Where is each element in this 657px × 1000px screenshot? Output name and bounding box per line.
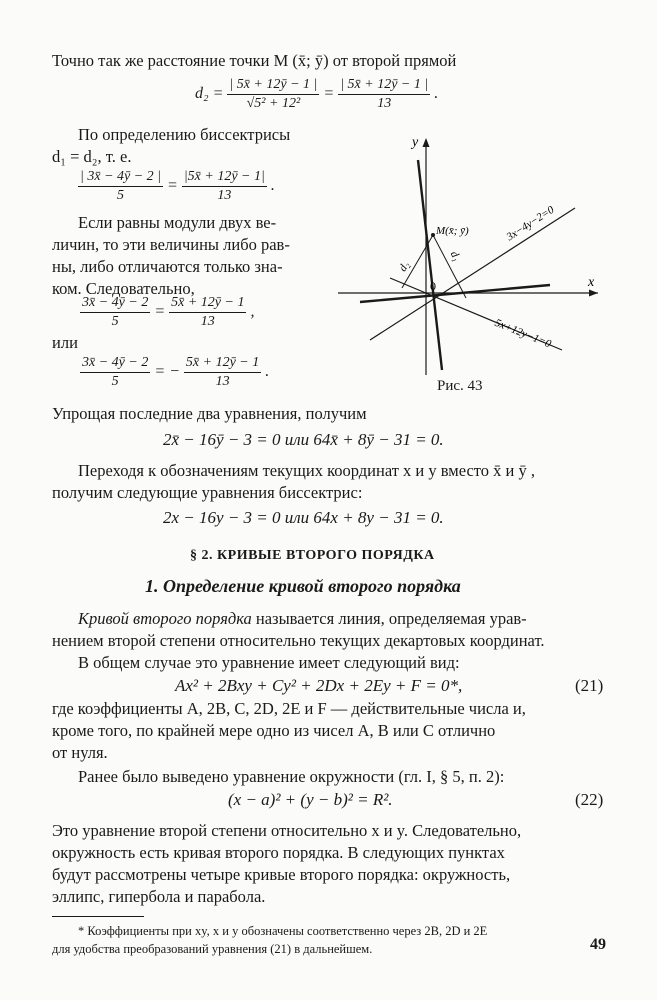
fraction [227, 76, 319, 113]
transition-line2: получим следующие уравнения биссектрис: [52, 483, 363, 502]
fraction [80, 294, 150, 331]
x-axis-arrow [589, 290, 598, 297]
punctuation: . [434, 85, 439, 103]
conclusion-line3: будут рассмотрены четыре кривые второго порядка: окружность, [52, 865, 511, 884]
definition-line2: нением второй степени относительно текущих декартовых координат. [52, 631, 545, 650]
equation-positive [80, 294, 254, 331]
fraction [78, 168, 163, 205]
or-word: или [52, 333, 78, 352]
fraction [169, 294, 246, 331]
equation-21-number: (21) [575, 676, 604, 695]
y-axis-label: y [412, 135, 419, 150]
footnote-line1: * Коэффициенты при xy, x и y обозначены соответственно через 2B, 2D и 2E [78, 924, 488, 938]
definition-rest: называется линия, определяемая урав- [251, 609, 527, 628]
moduli-line3: ны, либо отличаются только зна- [52, 257, 283, 276]
numerator: 3x̄ − 4ȳ − 2 [80, 294, 150, 313]
denominator: 5 [111, 374, 119, 389]
y-axis-arrow [423, 138, 430, 147]
numerator: 5x̄ + 12ȳ − 1 [169, 294, 246, 313]
conclusion-line1: Это уравнение второй степени относительно x и y. Следовательно, [52, 821, 522, 840]
numerator: |5x̄ + 12ȳ − 1| [182, 168, 267, 187]
conclusion-line2: окружность есть кривая второго порядка. В следующих пунктах [52, 843, 505, 862]
denominator: 5 [111, 314, 119, 329]
figure-caption: Рис. 43 [437, 378, 483, 394]
equation-abs [78, 168, 275, 205]
line2-label: 5x+12y−1=0 [493, 316, 553, 351]
simplify-equation: 2x̄ − 16ȳ − 3 = 0 или 64x̄ + 8ȳ − 31 = 0. [163, 430, 444, 449]
numerator: | 3x̄ − 4ȳ − 2 | [78, 168, 163, 187]
equation-negative [80, 354, 269, 391]
moduli-line2: личин, то эти величины либо рав- [52, 235, 290, 254]
subsection-title: 1. Определение кривой второго порядка [145, 576, 461, 596]
bisector-equations: 2x − 16y − 3 = 0 или 64x + 8y − 31 = 0. [163, 508, 444, 527]
equals-sign: = [154, 303, 166, 321]
fraction [184, 354, 261, 391]
equals-sign: = [323, 85, 335, 103]
numerator: 3x̄ − 4ȳ − 2 [80, 354, 150, 373]
footnote-rule [52, 916, 144, 917]
coeffs-line3: от нуля. [52, 743, 108, 762]
definition-line1 [78, 608, 527, 630]
definition-term: Кривой второго порядка [78, 609, 252, 628]
simplify-text: Упрощая последние два уравнения, получим [52, 404, 367, 423]
definition-line3: В общем случае это уравнение имеет следующий вид: [78, 653, 460, 672]
footnote-line2: для удобства преобразований уравнения (21) в дальнейшем. [52, 942, 373, 956]
moduli-line4: ком. Следовательно, [52, 279, 195, 298]
denominator: 13 [217, 188, 232, 203]
fraction [182, 168, 267, 205]
numerator: | 5x̄ + 12ȳ − 1 | [227, 76, 319, 95]
denominator: 13 [215, 374, 230, 389]
denominator: 13 [200, 314, 215, 329]
punctuation: . [270, 177, 275, 195]
equation-22: (x − a)² + (y − b)² = R². [228, 790, 393, 809]
distance-d2-segment [402, 235, 433, 288]
punctuation: , [250, 303, 255, 321]
section-title: § 2. КРИВЫЕ ВТОРОГО ПОРЯДКА [190, 548, 435, 563]
bisector-def-line2: d₁ = d₂, т. е. [52, 147, 132, 166]
fraction [80, 354, 150, 391]
origin-label: 0 [430, 279, 436, 293]
line1-label: 3x−4y−2=0 [504, 203, 557, 244]
eq-lhs: d₂ = [195, 85, 224, 103]
line-3x-4y-2 [370, 208, 575, 340]
equation-21: Ax² + 2Bxy + Cy² + 2Dx + 2Ey + F = 0*, [175, 676, 463, 695]
page-number: 49 [590, 936, 606, 953]
coeffs-line1: где коэффициенты A, 2B, C, 2D, 2E и F — действительные числа и, [52, 699, 526, 718]
moduli-line1: Если равны модули двух ве- [78, 213, 277, 232]
point-m-label: M(x̄; ȳ) [436, 225, 469, 237]
bisector-def-line1: По определению биссектрисы [78, 125, 291, 144]
d2-label: d₂ [396, 259, 413, 274]
denominator: 13 [377, 96, 392, 111]
punctuation: . [265, 363, 270, 381]
figure-43 [330, 130, 610, 380]
intro-line: Точно так же расстояние точки M (x̄; ȳ) от второй прямой [52, 51, 457, 70]
coeffs-line2: кроме того, по крайней мере одно из чисел A, B или C отлично [52, 721, 496, 740]
equals-sign: = − [154, 363, 180, 381]
numerator: 5x̄ + 12ȳ − 1 [184, 354, 261, 373]
transition-line1: Переходя к обозначениям текущих координат x и y вместо x̄ и ȳ , [78, 461, 535, 480]
conclusion-line4: эллипс, гипербола и парабола. [52, 887, 266, 906]
equation-22-number: (22) [575, 790, 604, 809]
circle-line: Ранее было выведено уравнение окружности (гл. I, § 5, п. 2): [78, 767, 505, 786]
d1-label: d₁ [447, 249, 463, 264]
denominator: 5 [117, 188, 125, 203]
equals-sign: = [167, 177, 178, 195]
fraction [338, 76, 430, 113]
equation-d2 [195, 76, 438, 113]
bisector-steep [418, 160, 442, 370]
numerator: | 5x̄ + 12ȳ − 1 | [338, 76, 430, 95]
x-axis-label: x [588, 275, 595, 290]
denominator: √5² + 12² [246, 96, 301, 111]
